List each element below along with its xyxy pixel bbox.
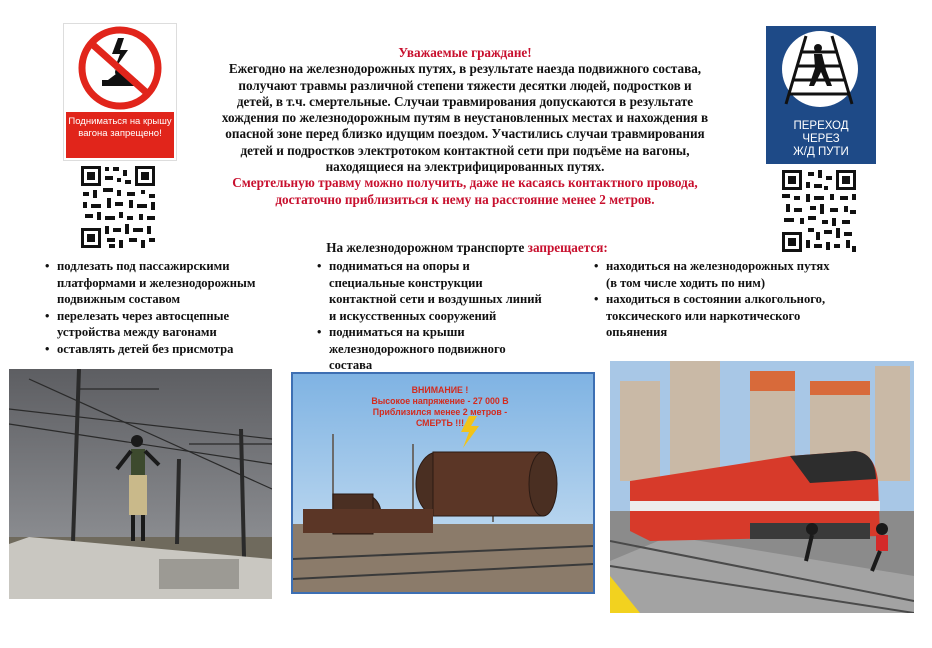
- qr-code-icon: [780, 168, 858, 254]
- list-item: • находиться в состоянии алкогольного, токсического или наркотического опьянения: [594, 291, 834, 341]
- prohibition-column-2: [317, 258, 547, 374]
- qr-code-left[interactable]: [79, 164, 157, 250]
- death-warning: Смертельную травму можно получить, даже не касаясь контактного провода, достаточно приблизиться к нему на расстояние менее 2 метров.: [232, 175, 698, 207]
- intro-text-block: [220, 45, 710, 208]
- list-item: • подлезать под пассажирскими платформами и железнодорожным подвижным составом: [45, 258, 290, 308]
- prohibition-lead: На железнодорожном транспорте: [326, 240, 528, 255]
- list-item: • перелезать через автосцепные устройства между вагонами: [45, 308, 290, 341]
- intro-body: Ежегодно на железнодорожных путях, в результате наезда подвижного состава, получают травмы различной степени тяжести десятки людей, подростков и детей, в т.ч. смертельные. Случаи травмирования допускаются в результате хождения по железнодорожным путям в неустановленных местах и нахождения в опасной зоне перед близко идущим поездом. Участились случаи травмирования детей и подростков электротоком контактной сети при подъёме на вагоны, находящиеся на электрифицированных путях.: [221, 61, 709, 175]
- photo-illustration: [610, 361, 914, 613]
- photo-person-on-wagon: [9, 369, 272, 599]
- prohibition-keyword: запрещается:: [527, 240, 608, 255]
- qr-code-icon: [79, 164, 157, 250]
- prohibition-heading: [222, 240, 712, 256]
- voltage-warning: ВНИМАНИЕ ! Высокое напряжение - 27 000 В Приблизился менее 2 метров - СМЕРТЬ !!!: [371, 385, 509, 428]
- prohibition-column-1: [45, 258, 290, 357]
- list-item: • подниматься на крыши железнодорожного подвижного состава: [317, 324, 547, 374]
- no-climbing-sign: [63, 23, 177, 161]
- pedestrian-crossing-icon: [770, 28, 870, 110]
- no-climb-icon: [64, 24, 176, 112]
- photo-tank-wagons-warning: [291, 372, 595, 594]
- photo-red-train: [610, 361, 914, 613]
- qr-code-right[interactable]: [780, 168, 858, 254]
- list-item: • подниматься на опоры и специальные конструкции контактной сети и воздушных линий и искусственных сооружений: [317, 258, 547, 324]
- track-crossing-sign: [766, 26, 876, 164]
- sign-caption: Подниматься на крышу вагона запрещено!: [66, 112, 174, 158]
- photo-illustration: [9, 369, 272, 599]
- greeting: Уважаемые граждане!: [398, 45, 532, 60]
- sign-caption-right: ПЕРЕХОД ЧЕРЕЗ Ж/Д ПУТИ: [793, 120, 849, 158]
- prohibition-column-3: [594, 258, 834, 341]
- list-item: • оставлять детей без присмотра: [45, 341, 290, 358]
- list-item: • находиться на железнодорожных путях (в том числе ходить по ним): [594, 258, 834, 291]
